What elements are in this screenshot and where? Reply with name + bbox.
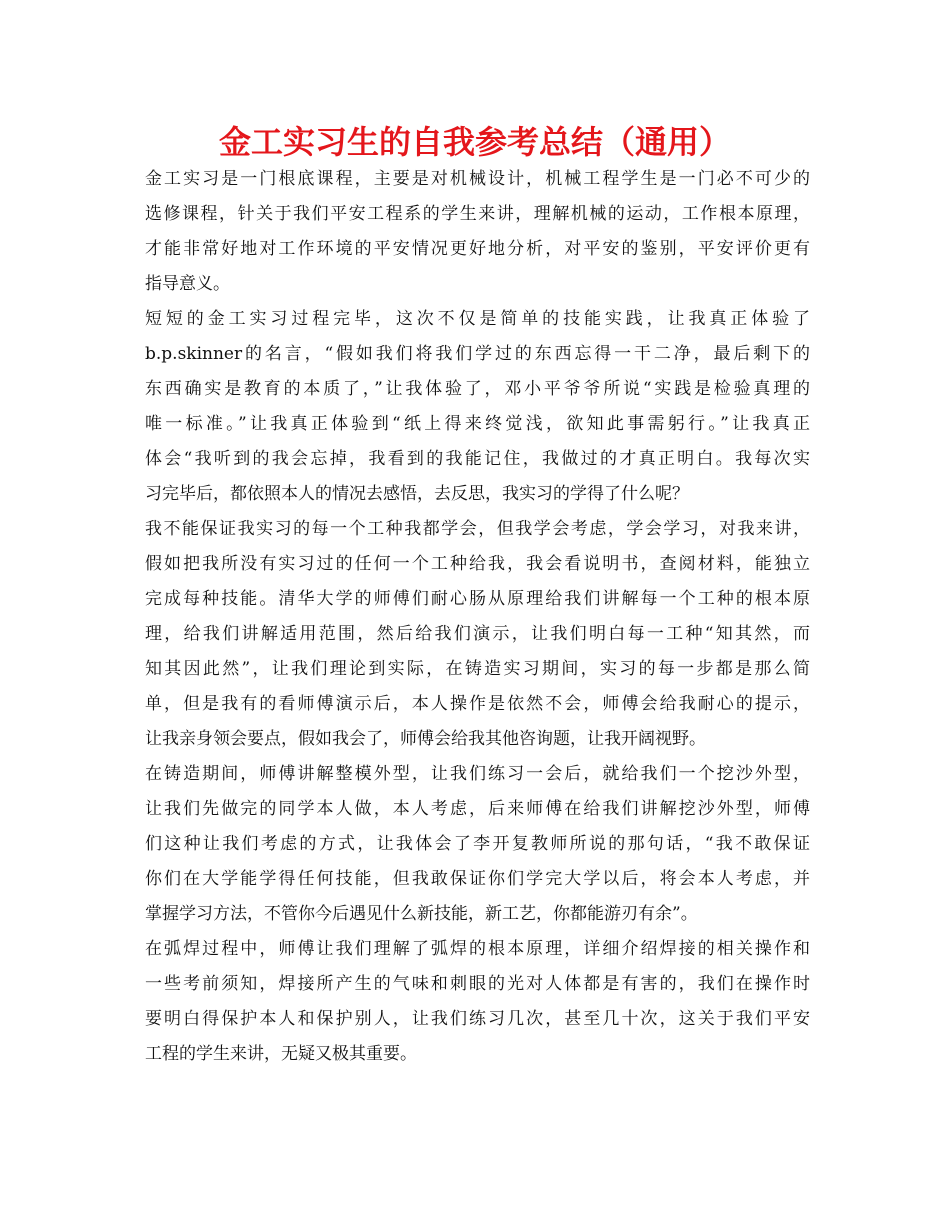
text-line: 理，给我们讲解适用范围，然后给我们演示，让我们明白每一工种“知其然，而 — [145, 624, 810, 644]
text-line: 短短的金工实习过程完毕，这次不仅是简单的技能实践，让我真正体验了 — [145, 309, 810, 329]
paragraph — [145, 302, 810, 512]
paragraph — [145, 757, 810, 932]
text-line: 完成每种技能。清华大学的师傅们耐心肠从原理给我们讲解每一个工种的根本原 — [145, 589, 810, 609]
text-line: 单，但是我有的看师傅演示后，本人操作是依然不会，师傅会给我耐心的提示， — [145, 694, 810, 714]
paragraph — [145, 932, 810, 1072]
paragraph — [145, 512, 810, 757]
text-line: 知其因此然”，让我们理论到实际，在铸造实习期间，实习的每一步都是那么简 — [145, 659, 810, 679]
text-line: 东西确实是教育的本质了，”让我体验了，邓小平爷爷所说“实践是检验真理的 — [145, 379, 810, 399]
text-line: 我不能保证我实习的每一个工种我都学会，但我学会考虑，学会学习，对我来讲， — [145, 519, 810, 539]
text-line: 指导意义。 — [145, 274, 230, 294]
text-line: 体会“我听到的我会忘掉，我看到的我能记住，我做过的才真正明白。我每次实 — [145, 449, 810, 469]
text-line: 选修课程，针关于我们平安工程系的学生来讲，理解机械的运动，工作根本原理， — [145, 204, 810, 224]
text-line: 让我们先做完的同学本人做，本人考虑，后来师傅在给我们讲解挖沙外型，师傅 — [145, 799, 810, 819]
text-line: 才能非常好地对工作环境的平安情况更好地分析，对平安的鉴别，平安评价更有 — [145, 239, 810, 259]
text-line: 们这种让我们考虑的方式，让我体会了李开复教师所说的那句话，“我不敢保证 — [145, 834, 810, 854]
text-line: b.p.skinner的名言，“假如我们将我们学过的东西忘得一干二净，最后剩下的 — [145, 344, 810, 364]
text-line: 掌握学习方法，不管你今后遇见什么新技能，新工艺，你都能游刃有余”。 — [145, 904, 698, 924]
text-line: 工程的学生来讲，无疑又极其重要。 — [145, 1044, 417, 1064]
paragraph — [145, 162, 810, 302]
document-title: 金工实习生的自我参考总结（通用） — [218, 123, 731, 161]
text-line: 要明白得保护本人和保护别人，让我们练习几次，甚至几十次，这关于我们平安 — [145, 1009, 810, 1029]
text-line: 假如把我所没有实习过的任何一个工种给我，我会看说明书，查阅材料，能独立 — [145, 554, 810, 574]
text-line: 一些考前须知，焊接所产生的气味和刺眼的光对人体都是有害的，我们在操作时 — [145, 974, 810, 994]
text-line: 金工实习是一门根底课程，主要是对机械设计，机械工程学生是一门必不可少的 — [145, 169, 810, 189]
document-body — [145, 162, 810, 1072]
text-line: 习完毕后，都依照本人的情况去感悟，去反思，我实习的学得了什么呢？ — [145, 484, 689, 504]
text-line: 让我亲身领会要点，假如我会了，师傅会给我其他咨询题，让我开阔视野。 — [145, 729, 706, 749]
text-line: 唯一标准。”让我真正体验到“纸上得来终觉浅，欲知此事需躬行。”让我真正 — [145, 414, 810, 434]
text-line: 你们在大学能学得任何技能，但我敢保证你们学完大学以后，将会本人考虑，并 — [145, 869, 810, 889]
text-line: 在铸造期间，师傅讲解整模外型，让我们练习一会后，就给我们一个挖沙外型， — [145, 764, 810, 784]
text-line: 在弧焊过程中，师傅让我们理解了弧焊的根本原理，详细介绍焊接的相关操作和 — [145, 939, 810, 959]
